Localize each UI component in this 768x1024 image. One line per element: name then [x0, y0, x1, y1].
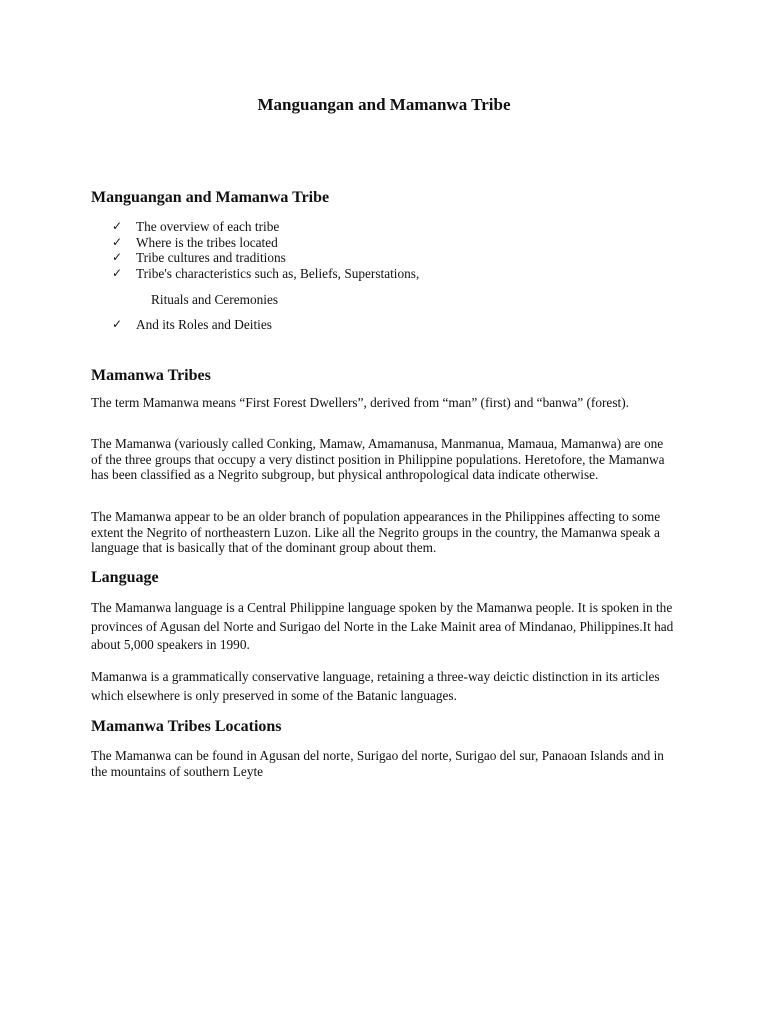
checkmark-icon: ✓	[112, 317, 123, 331]
locations-paragraph-1: The Mamanwa can be found in Agusan del norte, Surigao del norte, Surigao del sur, Panaoan Islands and in the mountains of southern Leyte	[91, 748, 664, 779]
list-item	[112, 266, 419, 282]
checkmark-icon: ✓	[112, 219, 123, 233]
mamanwa-paragraph-1: The term Mamanwa means “First Forest Dwellers”, derived from “man” (first) and “banwa” (forest).	[91, 395, 629, 410]
outline-checklist	[112, 219, 419, 281]
checkmark-icon: ✓	[112, 234, 123, 249]
list-item-continuation: Rituals and Ceremonies	[151, 292, 279, 307]
list-item	[112, 219, 419, 235]
mamanwa-heading: Mamanwa Tribes	[91, 367, 211, 384]
outline-heading: Manguangan and Mamanwa Tribe	[91, 189, 330, 206]
list-item-text: Where is the tribes located	[136, 234, 278, 250]
list-item-text: Tribe's characteristics such as, Beliefs, Superstations,	[136, 265, 420, 281]
checkmark-icon: ✓	[112, 265, 123, 280]
language-heading: Language	[91, 569, 159, 586]
list-item-text: The overview of each tribe	[136, 219, 280, 234]
mamanwa-paragraph-3: The Mamanwa appear to be an older branch of population appearances in the Philippines affecting to some extent the Negrito of northeastern Luzon. Like all the Negrito groups in the country, the Mamanwa speak a language that is basically that of the dominant group about them.	[91, 509, 661, 555]
list-item-text: Tribe cultures and traditions	[136, 250, 286, 265]
language-paragraph-2: Mamanwa is a grammatically conservative language, retaining a three-way deictic distinction in its articles which elsewhere is only preserved in some of the Batanic languages.	[91, 669, 660, 703]
list-item-text: And its Roles and Deities	[136, 317, 272, 332]
checkmark-icon: ✓	[112, 250, 123, 264]
mamanwa-paragraph-2: The Mamanwa (variously called Conking, Mamaw, Amamanusa, Manmanua, Mamaua, Mamanwa) are one of the three groups that occupy a very distinct position in Philippine populations. Heretofore, the Mamanwa has been classified as a Negrito subgroup, but physical anthropological data indicate otherwise.	[91, 436, 665, 482]
language-paragraph-1: The Mamanwa language is a Central Philippine language spoken by the Mamanwa people. It is spoken in the provinces of Agusan del Norte and Surigao del Norte in the Lake Mainit area of Mindanao, Philippines.It had about 5,000 speakers in 1990.	[91, 600, 674, 652]
list-item	[112, 235, 419, 251]
list-item	[112, 250, 419, 266]
locations-heading: Mamanwa Tribes Locations	[91, 718, 282, 735]
list-item	[112, 317, 272, 333]
document-title: Manguangan and Mamanwa Tribe	[257, 95, 511, 114]
